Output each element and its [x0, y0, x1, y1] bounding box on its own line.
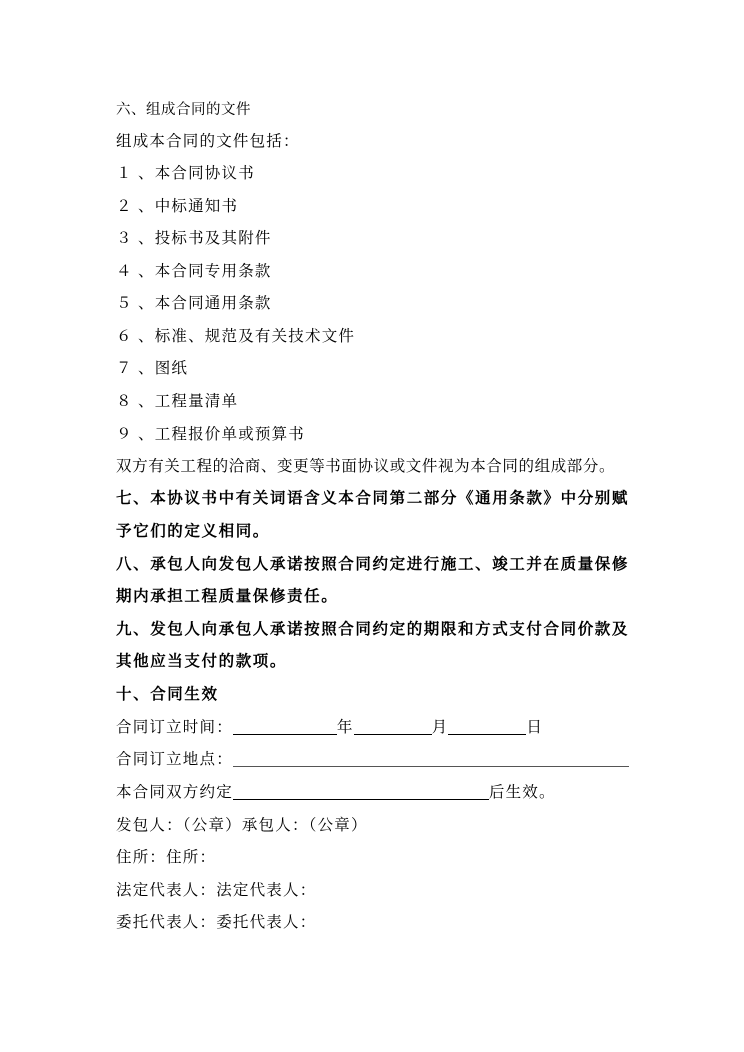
section7-line2: 予它们的定义相同。 [116, 522, 270, 540]
list-item-number: ３ [116, 229, 132, 247]
list-item [116, 326, 355, 346]
list-item [116, 293, 272, 313]
section7-line1: 七、本协议书中有关词语含义本合同第二部分《通用条款》中分别赋 [116, 489, 630, 507]
list-item [116, 196, 238, 216]
month-blank [354, 718, 432, 735]
list-item-text: 、本合同协议书 [138, 164, 255, 182]
section6-heading: 六、组成合同的文件 [116, 102, 251, 118]
list-item-number: ５ [116, 294, 132, 312]
contract-place-row [116, 749, 629, 769]
year-blank [233, 718, 337, 735]
section6-intro: 组成本合同的文件包括： [116, 132, 300, 150]
section10-heading: 十、合同生效 [116, 685, 219, 703]
list-item-text: 、本合同通用条款 [138, 294, 272, 312]
list-item [116, 163, 255, 183]
list-item-text: 、图纸 [138, 359, 189, 377]
list-item [116, 424, 305, 444]
section9-line1: 九、发包人向承包人承诺按照合同约定的期限和方式支付合同价款及 [116, 620, 630, 638]
list-item-text: 、中标通知书 [138, 197, 239, 215]
effective-prefix: 本合同双方约定 [116, 783, 233, 801]
section6-note: 双方有关工程的洽商、变更等书面协议或文件视为本合同的组成部分。 [116, 457, 616, 475]
contract-date-row [116, 717, 543, 737]
list-item-number: ６ [116, 327, 132, 345]
list-item-number: ７ [116, 359, 132, 377]
list-item-number: ８ [116, 392, 132, 410]
list-item-number: ４ [116, 262, 132, 280]
section9-line2: 其他应当支付的款项。 [116, 652, 288, 670]
legal-rep-line: 法定代表人：法定代表人： [116, 881, 317, 899]
list-item-number: ２ [116, 197, 132, 215]
list-item-text: 、工程量清单 [138, 392, 239, 410]
effective-row [116, 782, 556, 802]
parties-line: 发包人：（公章）承包人：（公章） [116, 816, 368, 834]
list-item-text: 、标准、规范及有关技术文件 [138, 327, 356, 345]
agent-line: 委托代表人：委托代表人： [116, 913, 317, 931]
effective-suffix: 后生效。 [488, 783, 556, 801]
place-blank [233, 750, 629, 767]
address-line: 住所：住所： [116, 848, 217, 866]
list-item-number: １ [116, 164, 132, 182]
list-item-text: 、本合同专用条款 [138, 262, 272, 280]
list-item-number: ９ [116, 425, 132, 443]
day-label: 日 [526, 718, 544, 736]
list-item [116, 391, 238, 411]
effective-blank [233, 783, 489, 800]
month-label: 月 [431, 718, 449, 736]
day-blank [448, 718, 526, 735]
section8-line2: 期内承担工程质量保修责任。 [116, 587, 339, 605]
list-item [116, 261, 272, 281]
list-item [116, 358, 188, 378]
list-item-text: 、工程报价单或预算书 [138, 425, 306, 443]
contract-place-label: 合同订立地点： [116, 750, 233, 768]
list-item [116, 228, 272, 248]
section8-line1: 八、承包人向发包人承诺按照合同约定进行施工、竣工并在质量保修 [116, 555, 630, 573]
contract-date-label: 合同订立时间： [116, 718, 233, 736]
year-label: 年 [336, 718, 354, 736]
list-item-text: 、投标书及其附件 [138, 229, 272, 247]
